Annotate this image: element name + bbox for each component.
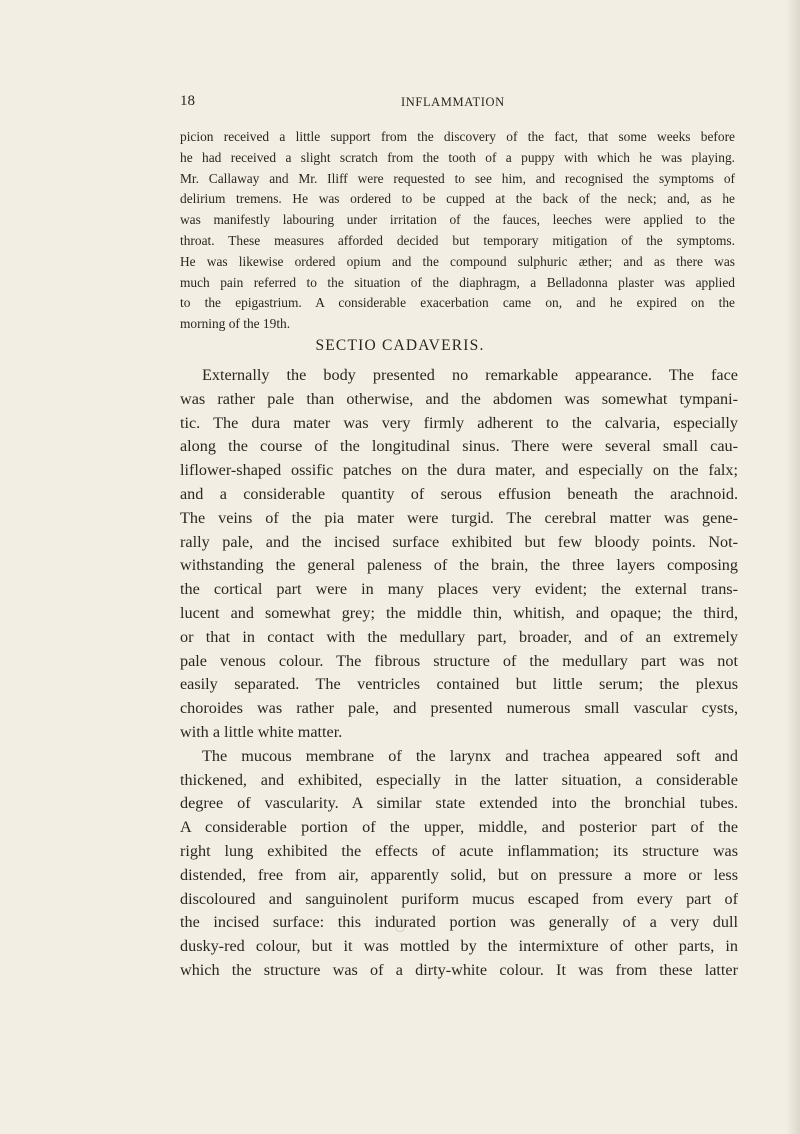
text-line: Mr. Callaway and Mr. Iliff were requested to see him, and recognised the symptoms of (180, 170, 735, 186)
text-line: right lung exhibited the effects of acute inflammation; its structure was (180, 841, 738, 860)
text-line: pale venous colour. The fibrous structure of the medullary part was not (180, 651, 738, 670)
text-line: withstanding the general paleness of the brain, the three layers composing (180, 556, 738, 575)
text-line: distended, free from air, apparently solid, but on pressure a more or less (180, 865, 738, 884)
text-line: he had received a slight scratch from the tooth of a puppy with which he was playing. (180, 149, 735, 165)
main-text (180, 364, 738, 983)
text-line: morning of the 19th. (180, 316, 291, 332)
text-line: the incised surface: this indurated portion was generally of a very dull (180, 913, 738, 932)
text-line: liflower-shaped ossific patches on the dura mater, and especially on the falx; (180, 461, 738, 480)
text-line: A considerable portion of the upper, middle, and posterior part of the (180, 818, 738, 837)
paper-blemish (395, 922, 405, 932)
text-line: easily separated. The ventricles contained but little serum; the plexus (180, 675, 738, 694)
text-line: choroides was rather pale, and presented numerous small vascular cysts, (180, 699, 738, 718)
text-line: tic. The dura mater was very firmly adherent to the calvaria, especially (180, 413, 738, 432)
text-line: to the epigastrium. A considerable exacerbation came on, and he expired on the (180, 295, 735, 311)
running-head: INFLAMMATION (401, 95, 505, 109)
text-line: rally pale, and the incised surface exhibited but few bloody points. Not- (180, 532, 738, 551)
section-heading: SECTIO CADAVERIS. (315, 337, 485, 354)
text-line: was manifestly labouring under irritation of the fauces, leeches were applied to the (180, 212, 735, 228)
text-line: and a considerable quantity of serous effusion beneath the arachnoid. (180, 484, 738, 503)
text-line: or that in contact with the medullary part, broader, and of an extremely (180, 627, 738, 646)
page-edge-shadow (786, 0, 800, 1134)
text-line: The mucous membrane of the larynx and trachea appeared soft and (202, 746, 738, 765)
text-line: was rather pale than otherwise, and the abdomen was somewhat tympani- (180, 389, 738, 408)
text-line: thickened, and exhibited, especially in the latter situation, a considerable (180, 770, 738, 789)
page-number: 18 (180, 93, 195, 109)
intro-paragraph (180, 127, 735, 335)
text-line: the cortical part were in many places very evident; the external trans- (180, 580, 738, 599)
text-line: He was likewise ordered opium and the compound sulphuric æther; and as there was (180, 253, 735, 269)
page-header (180, 93, 740, 115)
text-line: much pain referred to the situation of the diaphragm, a Belladonna plaster was applied (180, 274, 735, 290)
text-line: throat. These measures afforded decided but temporary mitigation of the symptoms. (180, 232, 735, 248)
text-line: which the structure was of a dirty-white colour. It was from these latter (180, 960, 738, 979)
text-line: The veins of the pia mater were turgid. The cerebral matter was gene- (180, 508, 738, 527)
text-line: Externally the body presented no remarkable appearance. The face (202, 366, 738, 384)
text-line: along the course of the longitudinal sinus. There were several small cau- (180, 437, 738, 456)
text-line: delirium tremens. He was ordered to be cupped at the back of the neck; and, as he (180, 191, 735, 207)
text-line: degree of vascularity. A similar state extended into the bronchial tubes. (180, 794, 738, 813)
text-line: with a little white matter. (180, 722, 343, 741)
text-line: lucent and somewhat grey; the middle thin, whitish, and opaque; the third, (180, 603, 738, 622)
text-line: dusky-red colour, but it was mottled by the intermixture of other parts, in (180, 937, 738, 956)
text-line: picion received a little support from the discovery of the fact, that some weeks before (180, 129, 735, 144)
text-line: discoloured and sanguinolent puriform mucus escaped from every part of (180, 889, 738, 908)
